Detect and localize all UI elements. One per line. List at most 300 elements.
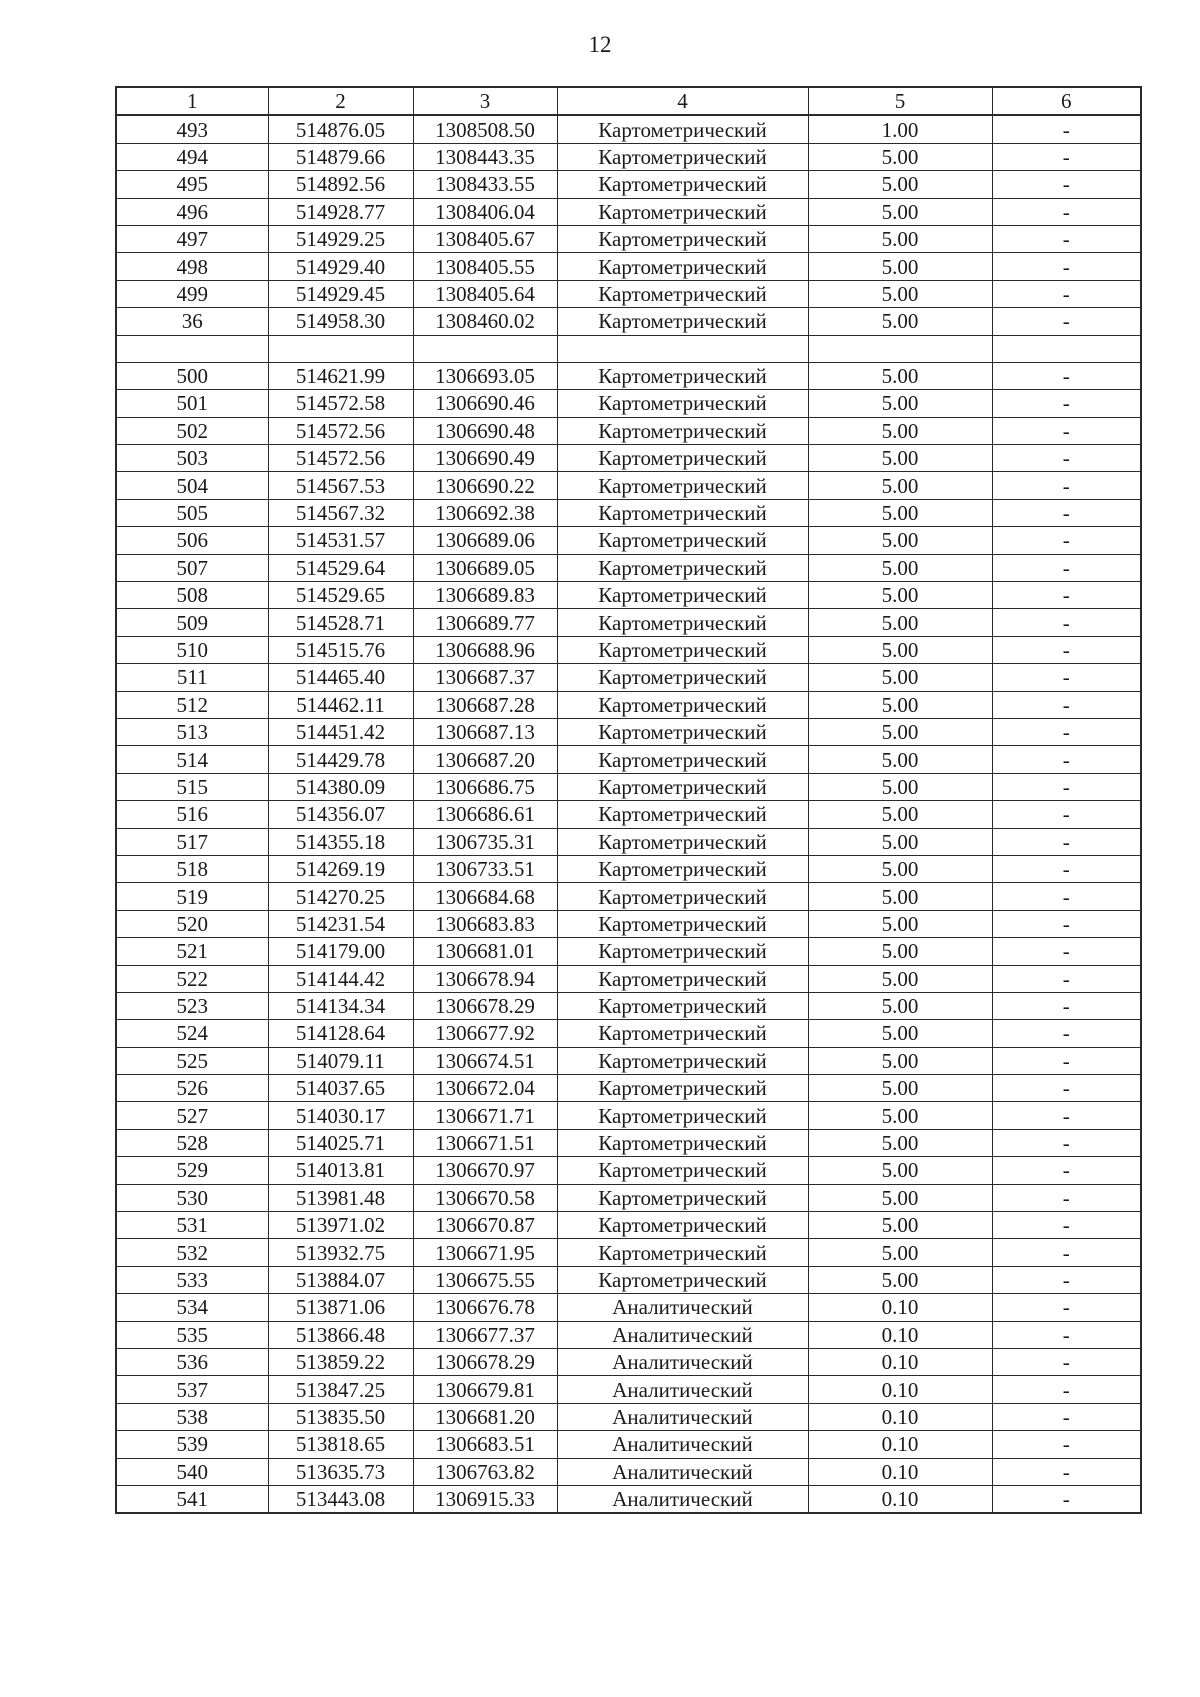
y-coordinate-cell: 1306677.92 <box>413 1020 557 1047</box>
note-cell: - <box>992 1047 1141 1074</box>
method-cell: Картометрический <box>557 1075 808 1102</box>
column-header: 6 <box>992 87 1141 115</box>
table-row <box>116 828 1141 855</box>
x-coordinate-cell: 514079.11 <box>268 1047 413 1074</box>
accuracy-cell: 0.10 <box>808 1321 992 1348</box>
point-number-cell: 499 <box>116 280 268 307</box>
y-coordinate-cell: 1306678.29 <box>413 992 557 1019</box>
point-number-cell: 498 <box>116 253 268 280</box>
accuracy-cell: 5.00 <box>808 636 992 663</box>
point-number-cell: 527 <box>116 1102 268 1129</box>
y-coordinate-cell: 1306671.51 <box>413 1129 557 1156</box>
x-coordinate-cell: 514269.19 <box>268 855 413 882</box>
table-row <box>116 1266 1141 1293</box>
method-cell: Картометрический <box>557 828 808 855</box>
y-coordinate-cell: 1306670.87 <box>413 1212 557 1239</box>
x-coordinate-cell: 514037.65 <box>268 1075 413 1102</box>
accuracy-cell: 5.00 <box>808 801 992 828</box>
x-coordinate-cell: 514928.77 <box>268 198 413 225</box>
method-cell <box>557 335 808 362</box>
accuracy-cell: 0.10 <box>808 1485 992 1513</box>
accuracy-cell: 5.00 <box>808 992 992 1019</box>
x-coordinate-cell: 514621.99 <box>268 362 413 389</box>
table-row <box>116 718 1141 745</box>
x-coordinate-cell: 514528.71 <box>268 609 413 636</box>
point-number-cell: 523 <box>116 992 268 1019</box>
table-row <box>116 691 1141 718</box>
point-number-cell: 505 <box>116 499 268 526</box>
accuracy-cell: 5.00 <box>808 1266 992 1293</box>
method-cell: Картометрический <box>557 225 808 252</box>
accuracy-cell: 5.00 <box>808 582 992 609</box>
y-coordinate-cell: 1306671.71 <box>413 1102 557 1129</box>
table-row <box>116 1047 1141 1074</box>
point-number-cell: 537 <box>116 1376 268 1403</box>
point-number-cell: 520 <box>116 910 268 937</box>
x-coordinate-cell: 514531.57 <box>268 527 413 554</box>
note-cell: - <box>992 883 1141 910</box>
table-row <box>116 1348 1141 1375</box>
point-number-cell: 509 <box>116 609 268 636</box>
y-coordinate-cell: 1306689.06 <box>413 527 557 554</box>
method-cell: Картометрический <box>557 664 808 691</box>
table-row <box>116 1403 1141 1430</box>
note-cell: - <box>992 115 1141 143</box>
table-row <box>116 1184 1141 1211</box>
x-coordinate-cell: 514451.42 <box>268 718 413 745</box>
note-cell <box>992 335 1141 362</box>
accuracy-cell: 5.00 <box>808 691 992 718</box>
table-row <box>116 582 1141 609</box>
table-row <box>116 1020 1141 1047</box>
x-coordinate-cell: 514958.30 <box>268 308 413 335</box>
y-coordinate-cell: 1306690.49 <box>413 445 557 472</box>
x-coordinate-cell: 514355.18 <box>268 828 413 855</box>
table-row <box>116 636 1141 663</box>
method-cell: Картометрический <box>557 308 808 335</box>
point-number-cell: 514 <box>116 746 268 773</box>
y-coordinate-cell: 1306671.95 <box>413 1239 557 1266</box>
method-cell: Картометрический <box>557 198 808 225</box>
table-row <box>116 1376 1141 1403</box>
x-coordinate-cell: 513635.73 <box>268 1458 413 1485</box>
x-coordinate-cell: 514231.54 <box>268 910 413 937</box>
point-number-cell <box>116 335 268 362</box>
table-header-row <box>116 87 1141 115</box>
y-coordinate-cell: 1306735.31 <box>413 828 557 855</box>
y-coordinate-cell: 1306690.22 <box>413 472 557 499</box>
table-row <box>116 225 1141 252</box>
point-number-cell: 519 <box>116 883 268 910</box>
point-number-cell: 504 <box>116 472 268 499</box>
note-cell: - <box>992 1431 1141 1458</box>
y-coordinate-cell: 1306678.94 <box>413 965 557 992</box>
table-row <box>116 115 1141 143</box>
accuracy-cell: 5.00 <box>808 280 992 307</box>
point-number-cell: 494 <box>116 143 268 170</box>
table-row <box>116 1321 1141 1348</box>
x-coordinate-cell: 514572.56 <box>268 445 413 472</box>
method-cell: Картометрический <box>557 472 808 499</box>
x-coordinate-cell: 513818.65 <box>268 1431 413 1458</box>
method-cell: Аналитический <box>557 1403 808 1430</box>
point-number-cell: 538 <box>116 1403 268 1430</box>
x-coordinate-cell: 513971.02 <box>268 1212 413 1239</box>
point-number-cell: 526 <box>116 1075 268 1102</box>
table-row <box>116 554 1141 581</box>
x-coordinate-cell: 514529.65 <box>268 582 413 609</box>
y-coordinate-cell: 1306692.38 <box>413 499 557 526</box>
x-coordinate-cell: 513932.75 <box>268 1239 413 1266</box>
note-cell: - <box>992 225 1141 252</box>
accuracy-cell: 5.00 <box>808 746 992 773</box>
note-cell: - <box>992 609 1141 636</box>
accuracy-cell: 5.00 <box>808 1047 992 1074</box>
x-coordinate-cell: 513884.07 <box>268 1266 413 1293</box>
note-cell: - <box>992 527 1141 554</box>
y-coordinate-cell: 1308405.55 <box>413 253 557 280</box>
accuracy-cell: 5.00 <box>808 938 992 965</box>
table-row <box>116 1129 1141 1156</box>
x-coordinate-cell: 514876.05 <box>268 115 413 143</box>
method-cell: Картометрический <box>557 965 808 992</box>
y-coordinate-cell: 1306670.58 <box>413 1184 557 1211</box>
coordinates-table <box>115 86 1142 1514</box>
note-cell: - <box>992 143 1141 170</box>
note-cell: - <box>992 1266 1141 1293</box>
y-coordinate-cell: 1308443.35 <box>413 143 557 170</box>
note-cell: - <box>992 664 1141 691</box>
method-cell: Картометрический <box>557 1239 808 1266</box>
x-coordinate-cell: 514356.07 <box>268 801 413 828</box>
x-coordinate-cell: 514013.81 <box>268 1157 413 1184</box>
method-cell: Картометрический <box>557 938 808 965</box>
column-header: 1 <box>116 87 268 115</box>
note-cell: - <box>992 992 1141 1019</box>
accuracy-cell: 5.00 <box>808 965 992 992</box>
accuracy-cell: 5.00 <box>808 1184 992 1211</box>
accuracy-cell: 0.10 <box>808 1431 992 1458</box>
table-row <box>116 1157 1141 1184</box>
x-coordinate-cell: 514179.00 <box>268 938 413 965</box>
note-cell: - <box>992 828 1141 855</box>
accuracy-cell: 5.00 <box>808 253 992 280</box>
note-cell: - <box>992 1075 1141 1102</box>
point-number-cell: 535 <box>116 1321 268 1348</box>
y-coordinate-cell: 1308405.67 <box>413 225 557 252</box>
x-coordinate-cell: 514879.66 <box>268 143 413 170</box>
table-row <box>116 253 1141 280</box>
point-number-cell: 540 <box>116 1458 268 1485</box>
note-cell: - <box>992 718 1141 745</box>
note-cell: - <box>992 308 1141 335</box>
y-coordinate-cell: 1306675.55 <box>413 1266 557 1293</box>
point-number-cell: 500 <box>116 362 268 389</box>
accuracy-cell: 5.00 <box>808 1075 992 1102</box>
note-cell: - <box>992 171 1141 198</box>
column-header: 3 <box>413 87 557 115</box>
method-cell: Аналитический <box>557 1348 808 1375</box>
method-cell: Аналитический <box>557 1431 808 1458</box>
method-cell: Картометрический <box>557 417 808 444</box>
note-cell: - <box>992 773 1141 800</box>
note-cell: - <box>992 390 1141 417</box>
point-number-cell: 531 <box>116 1212 268 1239</box>
method-cell: Картометрический <box>557 855 808 882</box>
y-coordinate-cell: 1306688.96 <box>413 636 557 663</box>
accuracy-cell: 5.00 <box>808 554 992 581</box>
note-cell: - <box>992 582 1141 609</box>
accuracy-cell: 5.00 <box>808 143 992 170</box>
table-row <box>116 527 1141 554</box>
method-cell: Картометрический <box>557 280 808 307</box>
point-number-cell: 508 <box>116 582 268 609</box>
point-number-cell: 532 <box>116 1239 268 1266</box>
y-coordinate-cell: 1306683.51 <box>413 1431 557 1458</box>
method-cell: Картометрический <box>557 115 808 143</box>
note-cell: - <box>992 801 1141 828</box>
accuracy-cell: 5.00 <box>808 773 992 800</box>
accuracy-cell: 5.00 <box>808 1157 992 1184</box>
method-cell: Картометрический <box>557 992 808 1019</box>
y-coordinate-cell: 1306683.83 <box>413 910 557 937</box>
y-coordinate-cell: 1306681.01 <box>413 938 557 965</box>
accuracy-cell: 5.00 <box>808 1212 992 1239</box>
table-row <box>116 938 1141 965</box>
y-coordinate-cell: 1306678.29 <box>413 1348 557 1375</box>
accuracy-cell: 5.00 <box>808 718 992 745</box>
x-coordinate-cell: 514572.56 <box>268 417 413 444</box>
y-coordinate-cell: 1306679.81 <box>413 1376 557 1403</box>
accuracy-cell: 5.00 <box>808 855 992 882</box>
point-number-cell: 507 <box>116 554 268 581</box>
accuracy-cell: 5.00 <box>808 445 992 472</box>
table-row <box>116 499 1141 526</box>
note-cell: - <box>992 1020 1141 1047</box>
point-number-cell: 501 <box>116 390 268 417</box>
y-coordinate-cell: 1306687.37 <box>413 664 557 691</box>
note-cell: - <box>992 1184 1141 1211</box>
method-cell: Картометрический <box>557 143 808 170</box>
table-row <box>116 1102 1141 1129</box>
method-cell: Картометрический <box>557 362 808 389</box>
accuracy-cell: 5.00 <box>808 417 992 444</box>
point-number-cell: 534 <box>116 1294 268 1321</box>
y-coordinate-cell: 1306915.33 <box>413 1485 557 1513</box>
method-cell: Аналитический <box>557 1485 808 1513</box>
point-number-cell: 495 <box>116 171 268 198</box>
x-coordinate-cell <box>268 335 413 362</box>
point-number-cell: 539 <box>116 1431 268 1458</box>
x-coordinate-cell: 514465.40 <box>268 664 413 691</box>
note-cell: - <box>992 445 1141 472</box>
y-coordinate-cell: 1306689.05 <box>413 554 557 581</box>
accuracy-cell: 5.00 <box>808 1102 992 1129</box>
point-number-cell: 530 <box>116 1184 268 1211</box>
accuracy-cell: 5.00 <box>808 883 992 910</box>
method-cell: Картометрический <box>557 390 808 417</box>
y-coordinate-cell: 1306684.68 <box>413 883 557 910</box>
y-coordinate-cell: 1308433.55 <box>413 171 557 198</box>
point-number-cell: 536 <box>116 1348 268 1375</box>
accuracy-cell: 5.00 <box>808 609 992 636</box>
point-number-cell: 533 <box>116 1266 268 1293</box>
method-cell: Картометрический <box>557 445 808 472</box>
y-coordinate-cell: 1306763.82 <box>413 1458 557 1485</box>
note-cell: - <box>992 253 1141 280</box>
y-coordinate-cell: 1306677.37 <box>413 1321 557 1348</box>
y-coordinate-cell: 1306690.48 <box>413 417 557 444</box>
x-coordinate-cell: 513443.08 <box>268 1485 413 1513</box>
method-cell: Картометрический <box>557 1212 808 1239</box>
method-cell: Картометрический <box>557 746 808 773</box>
y-coordinate-cell: 1306676.78 <box>413 1294 557 1321</box>
method-cell: Картометрический <box>557 773 808 800</box>
x-coordinate-cell: 514462.11 <box>268 691 413 718</box>
table-row <box>116 308 1141 335</box>
note-cell: - <box>992 554 1141 581</box>
y-coordinate-cell: 1306672.04 <box>413 1075 557 1102</box>
point-number-cell: 525 <box>116 1047 268 1074</box>
point-number-cell: 541 <box>116 1485 268 1513</box>
accuracy-cell: 0.10 <box>808 1294 992 1321</box>
y-coordinate-cell: 1306689.77 <box>413 609 557 636</box>
note-cell: - <box>992 499 1141 526</box>
method-cell: Картометрический <box>557 691 808 718</box>
method-cell: Картометрический <box>557 609 808 636</box>
y-coordinate-cell: 1306687.28 <box>413 691 557 718</box>
accuracy-cell: 5.00 <box>808 664 992 691</box>
x-coordinate-cell: 513866.48 <box>268 1321 413 1348</box>
y-coordinate-cell: 1306681.20 <box>413 1403 557 1430</box>
table-row <box>116 390 1141 417</box>
table-row <box>116 1212 1141 1239</box>
method-cell: Картометрический <box>557 910 808 937</box>
accuracy-cell: 5.00 <box>808 527 992 554</box>
table-row <box>116 143 1141 170</box>
method-cell: Картометрический <box>557 801 808 828</box>
table-row <box>116 335 1141 362</box>
table-row <box>116 992 1141 1019</box>
note-cell: - <box>992 1403 1141 1430</box>
table-row <box>116 883 1141 910</box>
accuracy-cell: 5.00 <box>808 1020 992 1047</box>
table-row <box>116 773 1141 800</box>
accuracy-cell: 5.00 <box>808 499 992 526</box>
x-coordinate-cell: 514572.58 <box>268 390 413 417</box>
method-cell: Картометрический <box>557 1102 808 1129</box>
y-coordinate-cell: 1308508.50 <box>413 115 557 143</box>
accuracy-cell: 5.00 <box>808 308 992 335</box>
method-cell: Картометрический <box>557 253 808 280</box>
accuracy-cell: 5.00 <box>808 171 992 198</box>
note-cell: - <box>992 1157 1141 1184</box>
note-cell: - <box>992 938 1141 965</box>
method-cell: Картометрический <box>557 883 808 910</box>
note-cell: - <box>992 855 1141 882</box>
note-cell: - <box>992 636 1141 663</box>
point-number-cell: 36 <box>116 308 268 335</box>
accuracy-cell: 0.10 <box>808 1458 992 1485</box>
x-coordinate-cell: 514128.64 <box>268 1020 413 1047</box>
table-row <box>116 362 1141 389</box>
method-cell: Аналитический <box>557 1294 808 1321</box>
table-row <box>116 1239 1141 1266</box>
method-cell: Картометрический <box>557 1047 808 1074</box>
point-number-cell: 522 <box>116 965 268 992</box>
table-row <box>116 1294 1141 1321</box>
accuracy-cell: 5.00 <box>808 910 992 937</box>
table-row <box>116 1075 1141 1102</box>
accuracy-cell: 5.00 <box>808 362 992 389</box>
y-coordinate-cell: 1306733.51 <box>413 855 557 882</box>
note-cell: - <box>992 1348 1141 1375</box>
x-coordinate-cell: 514030.17 <box>268 1102 413 1129</box>
y-coordinate-cell: 1306686.61 <box>413 801 557 828</box>
table-row <box>116 910 1141 937</box>
note-cell: - <box>992 198 1141 225</box>
point-number-cell: 515 <box>116 773 268 800</box>
y-coordinate-cell: 1308406.04 <box>413 198 557 225</box>
accuracy-cell <box>808 335 992 362</box>
accuracy-cell: 5.00 <box>808 225 992 252</box>
point-number-cell: 512 <box>116 691 268 718</box>
x-coordinate-cell: 513981.48 <box>268 1184 413 1211</box>
table-row <box>116 609 1141 636</box>
accuracy-cell: 0.10 <box>808 1376 992 1403</box>
x-coordinate-cell: 514380.09 <box>268 773 413 800</box>
accuracy-cell: 5.00 <box>808 472 992 499</box>
note-cell: - <box>992 746 1141 773</box>
accuracy-cell: 0.10 <box>808 1403 992 1430</box>
method-cell: Картометрический <box>557 499 808 526</box>
point-number-cell: 497 <box>116 225 268 252</box>
note-cell: - <box>992 472 1141 499</box>
point-number-cell: 521 <box>116 938 268 965</box>
accuracy-cell: 5.00 <box>808 390 992 417</box>
note-cell: - <box>992 280 1141 307</box>
page-number: 12 <box>588 32 612 57</box>
table-row <box>116 855 1141 882</box>
x-coordinate-cell: 513871.06 <box>268 1294 413 1321</box>
accuracy-cell: 5.00 <box>808 1239 992 1266</box>
method-cell: Картометрический <box>557 1157 808 1184</box>
note-cell: - <box>992 910 1141 937</box>
table-row <box>116 445 1141 472</box>
point-number-cell: 503 <box>116 445 268 472</box>
x-coordinate-cell: 514892.56 <box>268 171 413 198</box>
y-coordinate-cell: 1306674.51 <box>413 1047 557 1074</box>
table-row <box>116 1458 1141 1485</box>
note-cell: - <box>992 1212 1141 1239</box>
method-cell: Аналитический <box>557 1458 808 1485</box>
point-number-cell: 518 <box>116 855 268 882</box>
x-coordinate-cell: 513859.22 <box>268 1348 413 1375</box>
method-cell: Картометрический <box>557 171 808 198</box>
table-row <box>116 664 1141 691</box>
table-row <box>116 417 1141 444</box>
x-coordinate-cell: 514134.34 <box>268 992 413 1019</box>
x-coordinate-cell: 514929.40 <box>268 253 413 280</box>
accuracy-cell: 5.00 <box>808 828 992 855</box>
method-cell: Картометрический <box>557 718 808 745</box>
point-number-cell: 529 <box>116 1157 268 1184</box>
table-row <box>116 965 1141 992</box>
y-coordinate-cell: 1306686.75 <box>413 773 557 800</box>
x-coordinate-cell: 514529.64 <box>268 554 413 581</box>
x-coordinate-cell: 514429.78 <box>268 746 413 773</box>
table-row <box>116 472 1141 499</box>
